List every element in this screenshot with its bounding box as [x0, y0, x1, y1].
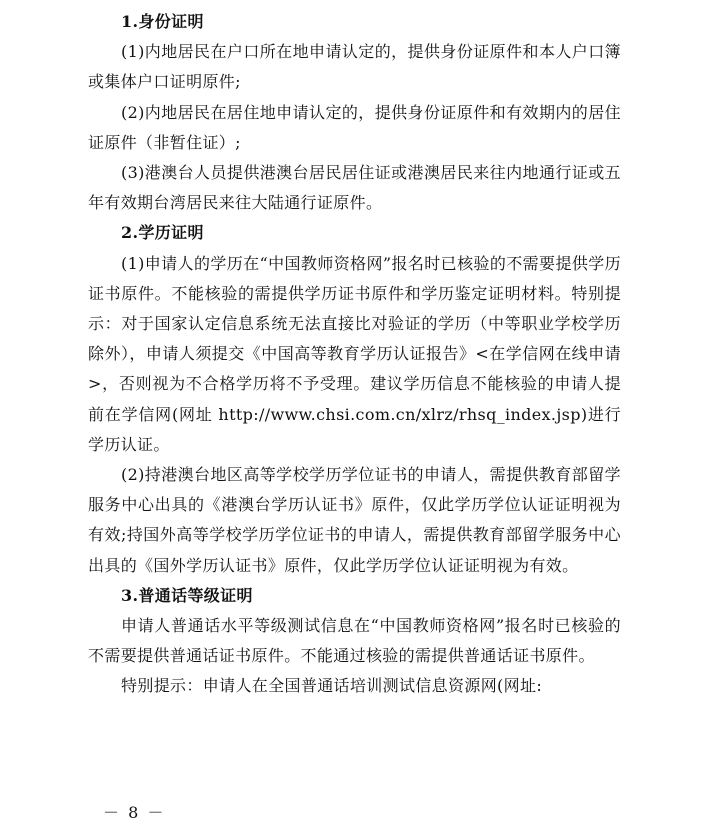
paragraph-mandarin-special-note: 特别提示：申请人在全国普通话培训测试信息资源网(网址:	[121, 676, 543, 696]
paragraph-identity-hk-macao-taiwan: (3)港澳台人员提供港澳台居民居住证或港澳居民来往内地通行证或五年有效期台湾居民来往大陆通行证原件。	[88, 163, 621, 213]
paragraph-identity-mainland-household: (1)内地居民在户口所在地申请认定的，提供身份证原件和本人户口簿或集体户口证明原件;	[88, 42, 621, 92]
paragraph-education-foreign-hk-macao-taiwan: (2)持港澳台地区高等学校学历学位证书的申请人，需提供教育部留学服务中心出具的《港澳台学历认证书》原件，仅此学历学位认证证明视为有效;持国外高等学校学历学位证书的申请人，需提供教育部留学服务中心出具的《国外学历认证书》原件，仅此学历学位认证证明视为有效。	[88, 465, 621, 575]
section-heading-mandarin: 3.普通话等级证明	[121, 585, 253, 605]
section-heading-education: 2.学历证明	[121, 223, 204, 243]
paragraph-identity-mainland-residence: (2)内地居民在居住地申请认定的，提供身份证原件和有效期内的居住证原件（非暂住证）;	[88, 102, 621, 152]
section-heading-identity: 1.身份证明	[121, 12, 204, 31]
paragraph-education-verification: (1)申请人的学历在“中国教师资格网”报名时已核验的不需要提供学历证书原件。不能核验的需提供学历证书原件和学历鉴定证明材料。特别提示：对于国家认定信息系统无法直接比对验证的学历（中等职业学校学历除外），申请人须提交《中国高等教育学历认证报告》<在学信网在线申请>，否则视为不合格学历将不予受理。建议学历信息不能核验的申请人提前在学信网(网址 http://www.chsi.com.cn/xlrz/rhsq_index.jsp)进行学历认证。	[88, 253, 621, 454]
page-number: － 8 －	[103, 803, 166, 822]
paragraph-mandarin-verification: 申请人普通话水平等级测试信息在“中国教师资格网”报名时已核验的不需要提供普通话证书原件。不能通过核验的需提供普通话证书原件。	[88, 616, 621, 666]
document-body	[88, 7, 621, 702]
